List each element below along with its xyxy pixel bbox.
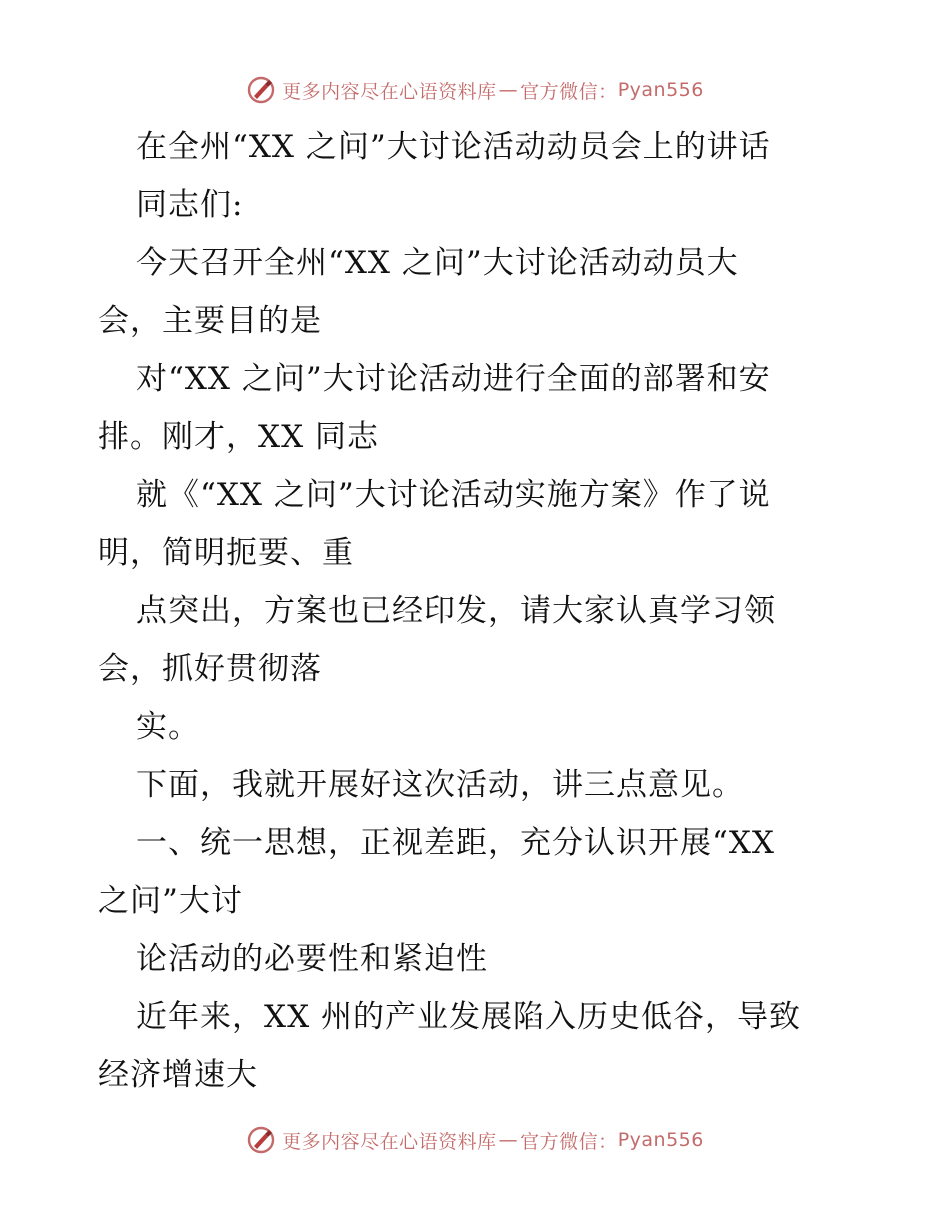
paragraph-line: 就《“XX 之问”大讨论活动实施方案》作了说	[136, 477, 771, 513]
watermark-contact-id: Pyan556	[617, 1129, 704, 1151]
watermark-separator: —	[498, 1129, 519, 1151]
watermark-separator: —	[498, 79, 519, 101]
watermark-contact-text: 官方微信：	[520, 80, 618, 103]
pen-circle-logo-icon	[246, 75, 276, 105]
paragraph-line: 近年来，XX 州的产业发展陷入历史低谷，导致	[136, 999, 801, 1035]
watermark-contact-text: 官方微信：	[520, 1130, 618, 1153]
paragraph-line: 今天召开全州“XX 之问”大讨论活动动员大	[136, 245, 739, 281]
paragraph-line: 下面，我就开展好这次活动，讲三点意见。	[136, 767, 744, 803]
section-heading-line: 之问”大讨	[98, 883, 243, 919]
watermark-site-text: 更多内容尽在心语资料库	[282, 1130, 497, 1153]
document-title: 在全州“XX 之问”大讨论活动动员会上的讲话	[136, 129, 771, 165]
paragraph-line: 点突出，方案也已经印发，请大家认真学习领	[136, 593, 776, 629]
footer-watermark	[0, 1120, 950, 1160]
paragraph-line: 实。	[136, 709, 200, 745]
pen-circle-logo-icon	[246, 1125, 276, 1155]
paragraph-line: 经济增速大	[98, 1057, 258, 1093]
document-body	[98, 118, 838, 1104]
paragraph-line: 排。刚才，XX 同志	[98, 419, 379, 455]
paragraph-line: 明，简明扼要、重	[98, 535, 354, 571]
paragraph-line: 会，主要目的是	[98, 303, 322, 339]
header-watermark	[0, 70, 950, 110]
paragraph-line: 对“XX 之问”大讨论活动进行全面的部署和安	[136, 361, 771, 397]
section-heading-line: 论活动的必要性和紧迫性	[136, 941, 488, 977]
section-heading-line: 一、统一思想，正视差距，充分认识开展“XX	[136, 825, 775, 861]
salutation: 同志们:	[136, 187, 244, 223]
watermark-contact-id: Pyan556	[617, 79, 704, 101]
watermark-site-text: 更多内容尽在心语资料库	[282, 80, 497, 103]
paragraph-line: 会，抓好贯彻落	[98, 651, 322, 687]
